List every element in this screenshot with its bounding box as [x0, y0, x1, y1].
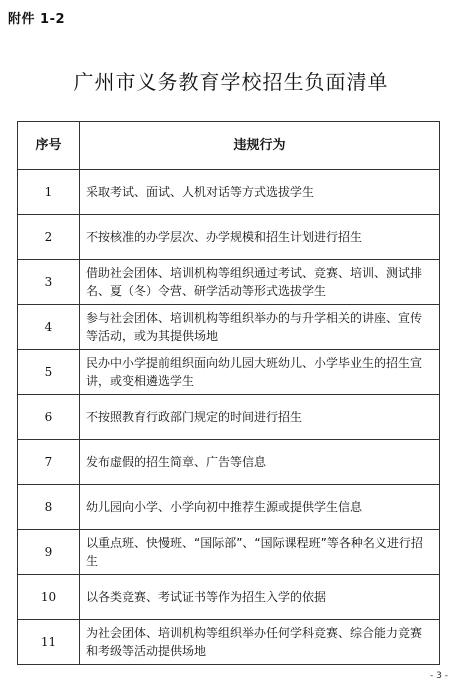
table-row: [18, 215, 440, 260]
row-violation: 为社会团体、培训机构等组织举办任何学科竞赛、综合能力竞赛和考级等活动提供场地: [80, 620, 440, 665]
row-number: 11: [18, 620, 80, 665]
header-number: 序号: [18, 122, 80, 170]
row-number: 9: [18, 530, 80, 575]
row-number: 1: [18, 170, 80, 215]
row-violation: 不按核准的办学层次、办学规模和招生计划进行招生: [80, 215, 440, 260]
row-number: 5: [18, 350, 80, 395]
row-violation: 民办中小学提前组织面向幼儿园大班幼儿、小学毕业生的招生宣讲，或变相遴选学生: [80, 350, 440, 395]
row-number: 10: [18, 575, 80, 620]
negative-list-table: [17, 121, 440, 665]
row-number: 6: [18, 395, 80, 440]
row-violation: 采取考试、面试、人机对话等方式选拔学生: [80, 170, 440, 215]
row-number: 3: [18, 260, 80, 305]
table-row: [18, 440, 440, 485]
table-header-row: [18, 122, 440, 170]
table-row: [18, 485, 440, 530]
header-violation: 违规行为: [80, 122, 440, 170]
table-row: [18, 395, 440, 440]
row-violation: 发布虚假的招生简章、广告等信息: [80, 440, 440, 485]
row-violation: 幼儿园向小学、小学向初中推荐生源或提供学生信息: [80, 485, 440, 530]
attachment-label: 附件 1-2: [8, 12, 66, 27]
row-violation: 不按照教育行政部门规定的时间进行招生: [80, 395, 440, 440]
table-row: [18, 305, 440, 350]
row-violation: 以重点班、快慢班、“国际部”、“国际课程班”等各种名义进行招生: [80, 530, 440, 575]
table-row: [18, 260, 440, 305]
row-violation: 以各类竞赛、考试证书等作为招生入学的依据: [80, 575, 440, 620]
table-row: [18, 575, 440, 620]
table-row: [18, 530, 440, 575]
row-number: 4: [18, 305, 80, 350]
row-number: 7: [18, 440, 80, 485]
table-row: [18, 620, 440, 665]
row-number: 8: [18, 485, 80, 530]
document-title: 广州市义务教育学校招生负面清单: [73, 70, 389, 94]
table-row: [18, 350, 440, 395]
page-number: - 3 -: [430, 671, 448, 681]
table-row: [18, 170, 440, 215]
row-number: 2: [18, 215, 80, 260]
row-violation: 参与社会团体、培训机构等组织举办的与升学相关的讲座、宣传等活动，或为其提供场地: [80, 305, 440, 350]
row-violation: 借助社会团体、培训机构等组织通过考试、竞赛、培训、测试排名、夏（冬）令营、研学活动等形式选拔学生: [80, 260, 440, 305]
